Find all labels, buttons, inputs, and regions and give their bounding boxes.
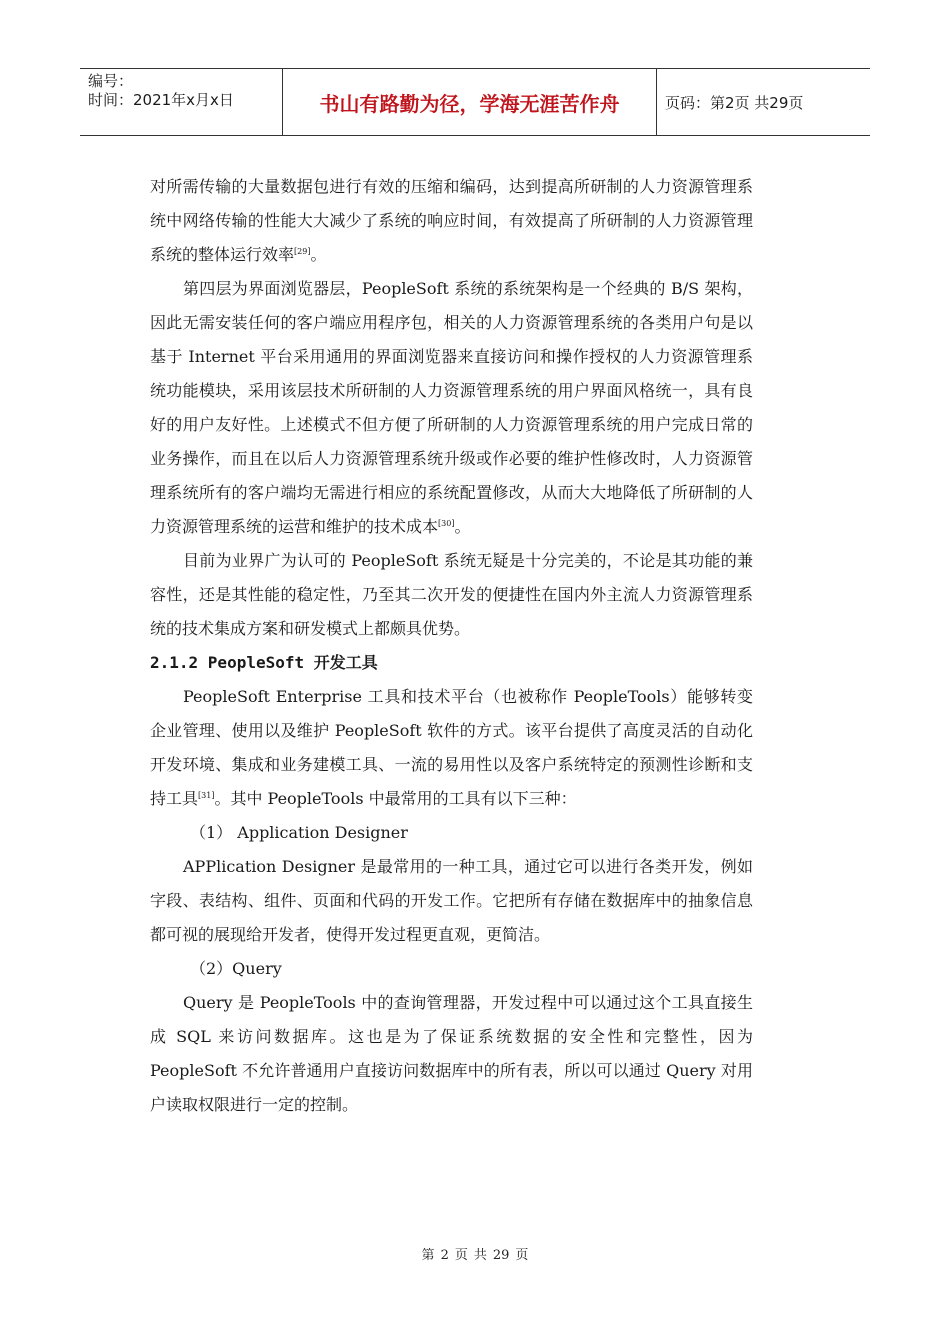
- page-footer: 第 2 页 共 29 页: [421, 1248, 529, 1263]
- citation: [30]: [438, 519, 455, 528]
- paragraph: 目前为业界广为认可的 PeopleSoft 系统无疑是十分完美的，不论是其功能的兼容性，还是其性能的稳定性，乃至其二次开发的便捷性在国内外主流人力资源管理系统的技术集成方案和研发模式上都颇具优势。: [150, 551, 753, 638]
- section-heading: 2.1.2 PeopleSoft 开发工具: [150, 653, 378, 672]
- document-number-label: 编号：: [88, 72, 134, 90]
- paragraph: 第四层为界面浏览器层，PeopleSoft 系统的系统架构是一个经典的 B/S 架构，因此无需安装任何的客户端应用程序包，相关的人力资源管理系统的各类用户句是以基于 Internet 平台采用通用的界面浏览器来直接访问和操作授权的人力资源管理系统功能模块，采用该层技术所研制的人力资源管理系统的用户界面风格统一，具有良好的用户友好性。上述模式不但方便了所研制的人力资源管理系统的用户完成日常的业务操作，而且在以后人力资源管理系统升级或作必要的维护性修改时，人力资源管理系统所有的客户端均无需进行相应的系统配置修改，从而大大地降低了所研制的人力资源管理系统的运营和维护的技术成本[30]。: [150, 279, 753, 536]
- citation: [31]: [198, 791, 215, 800]
- paragraph: Query 是 PeopleTools 中的查询管理器，开发过程中可以通过这个工具直接生成 SQL 来访问数据库。这也是为了保证系统数据的安全性和完整性，因为 PeopleSoft 不允许普通用户直接访问数据库中的所有表，所以可以通过 Query 对用户读取权限进行一定的控制。: [150, 993, 753, 1114]
- document-body: [150, 170, 753, 1122]
- header-meta: [80, 69, 282, 135]
- header-motto: 书山有路勤为径，学海无涯苦作舟: [282, 69, 657, 135]
- citation: [29]: [294, 247, 311, 256]
- subsection-label: （1） Application Designer: [190, 823, 408, 842]
- subsection-label: （2）Query: [190, 959, 282, 978]
- header-page-info: 页码：第2页 共29页: [665, 93, 804, 112]
- page-header: [80, 68, 870, 136]
- paragraph: APPlication Designer 是最常用的一种工具，通过它可以进行各类开发，例如字段、表结构、组件、页面和代码的开发工作。它把所有存储在数据库中的抽象信息都可视的展现给开发者，使得开发过程更直观，更简洁。: [150, 857, 753, 944]
- document-date-label: 时间：2021年x月x日: [88, 91, 234, 109]
- paragraph: PeopleSoft Enterprise 工具和技术平台（也被称作 PeopleTools）能够转变企业管理、使用以及维护 PeopleSoft 软件的方式。该平台提供了高度灵活的自动化开发环境、集成和业务建模工具、一流的易用性以及客户系统特定的预测性诊断和支持工具[31]。其中 PeopleTools 中最常用的工具有以下三种：: [150, 687, 753, 808]
- footer-page-number: 2: [440, 1248, 449, 1263]
- footer-total-pages: 29: [492, 1248, 510, 1263]
- paragraph: 对所需传输的大量数据包进行有效的压缩和编码，达到提高所研制的人力资源管理系统中网络传输的性能大大减少了系统的响应时间，有效提高了所研制的人力资源管理系统的整体运行效率[29]。: [150, 177, 753, 264]
